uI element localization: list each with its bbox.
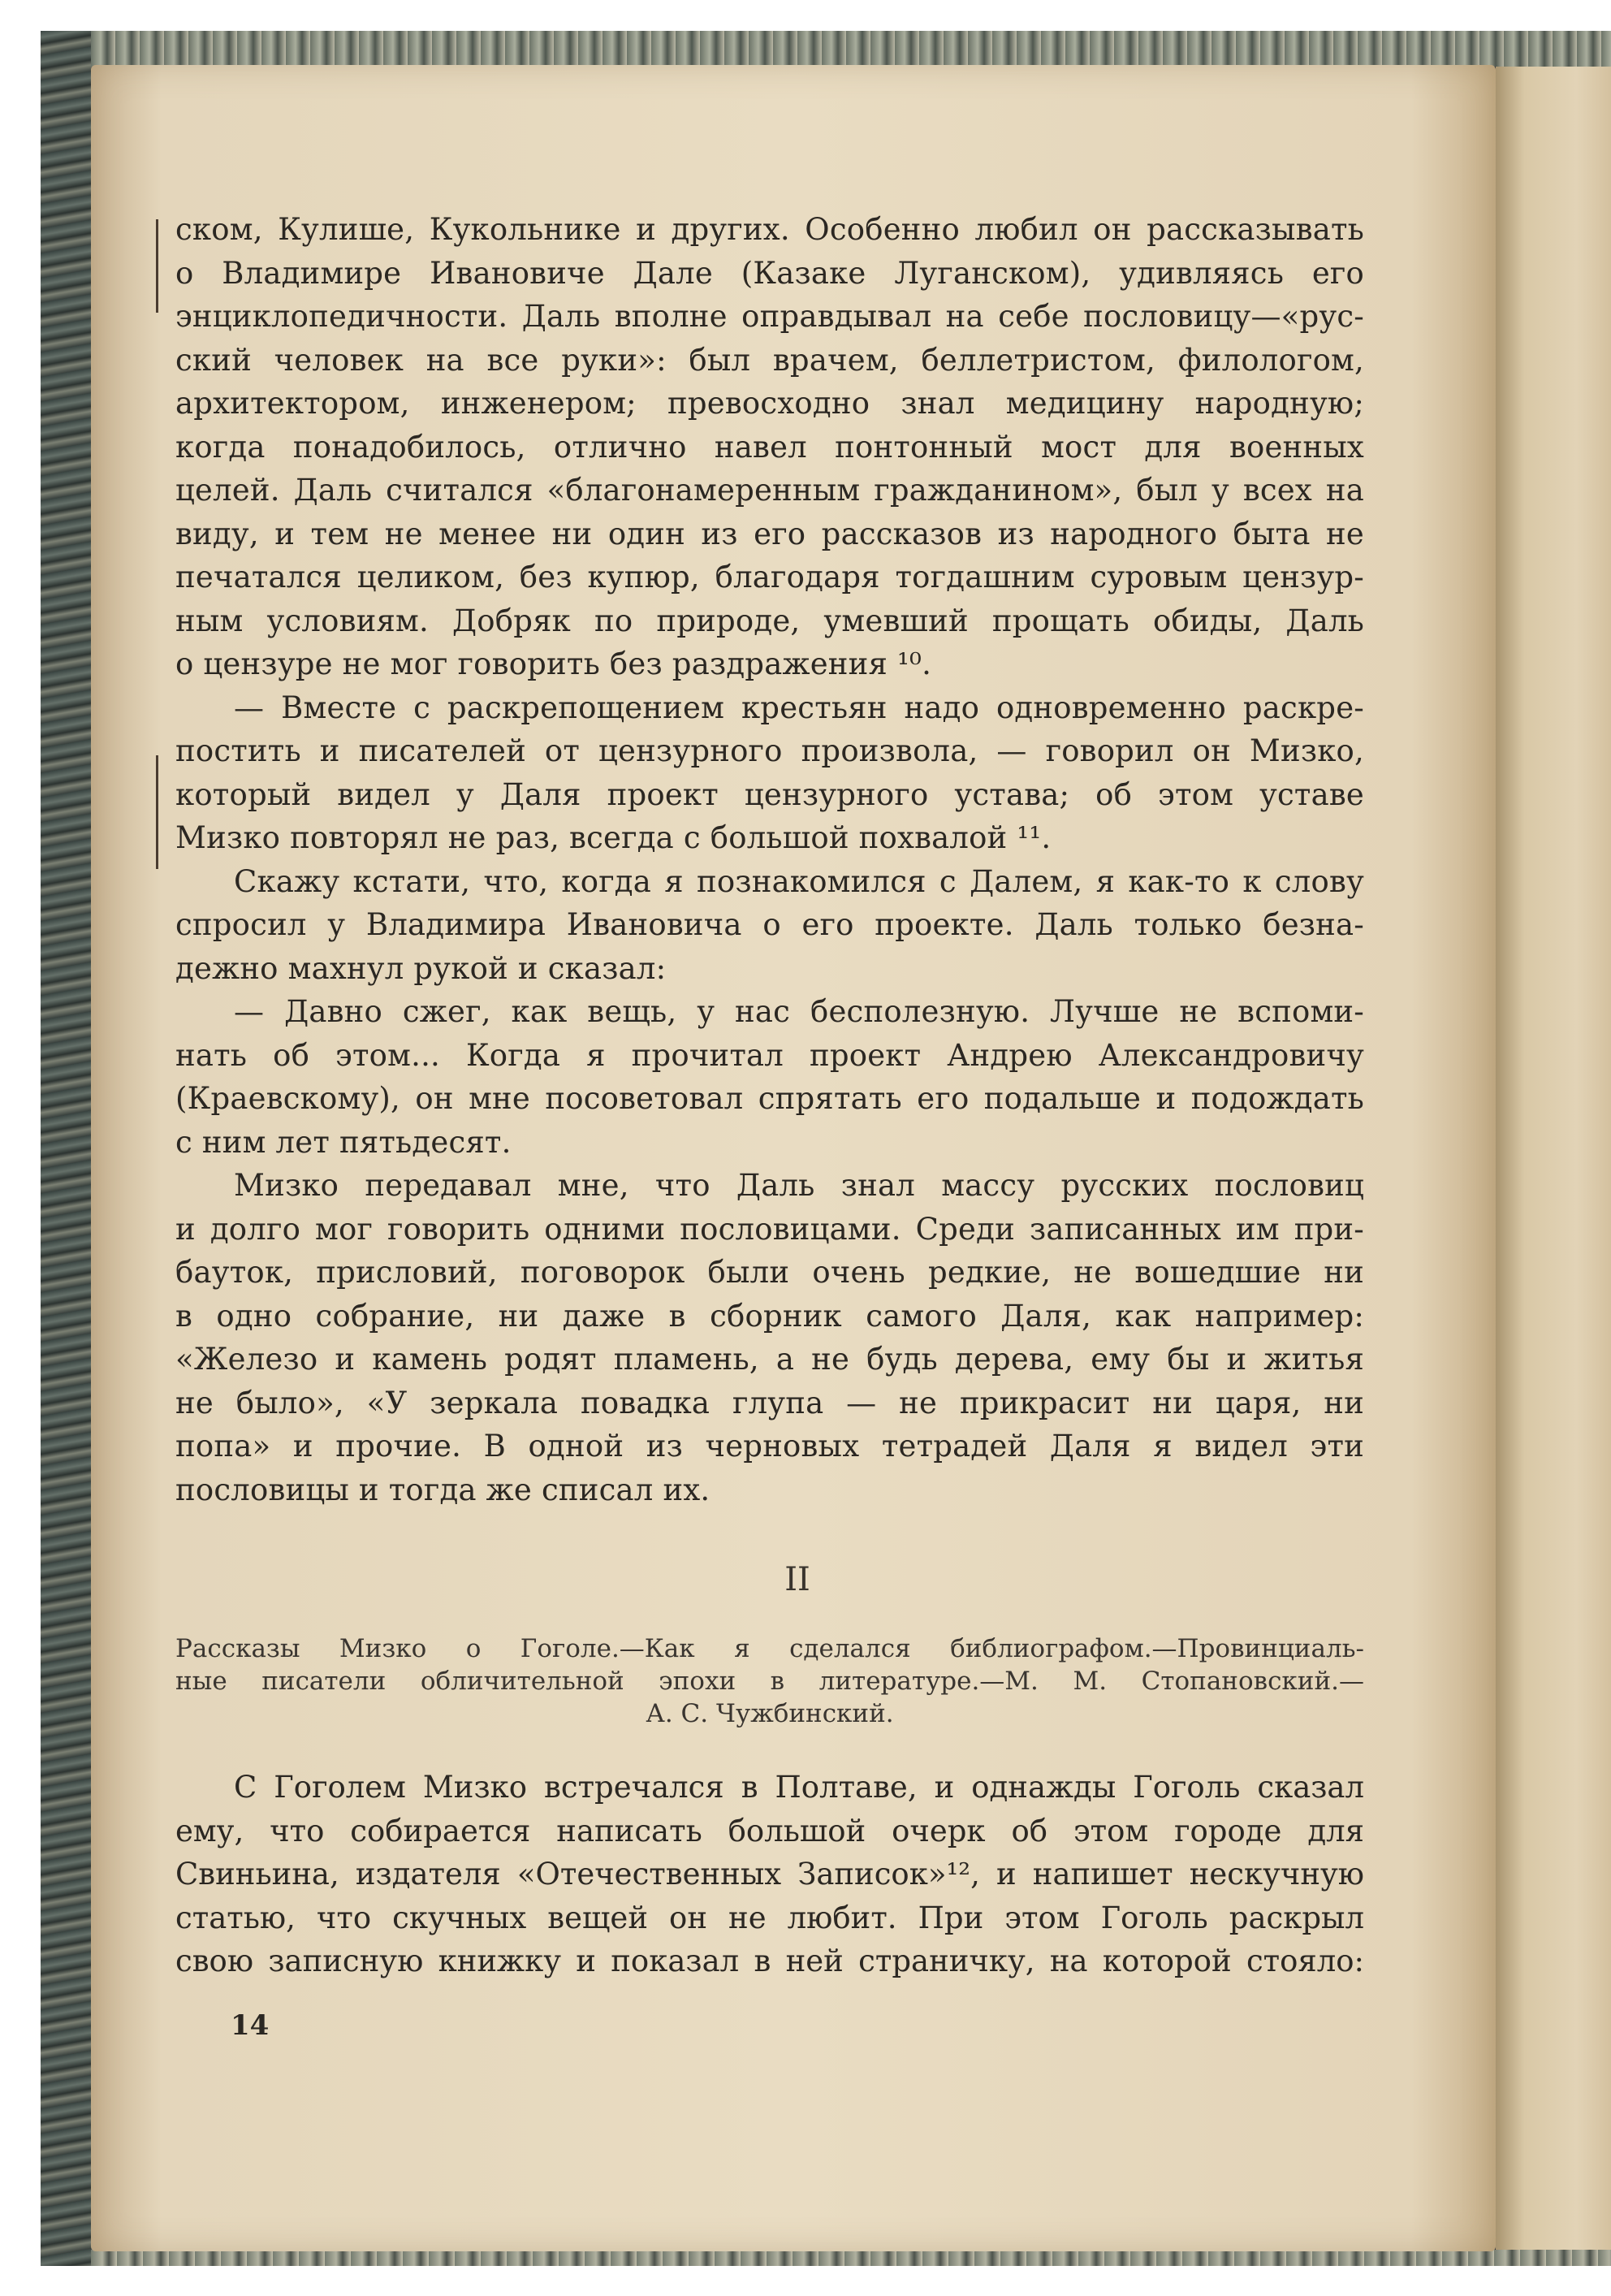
text-line: свою записную книжку и показал в ней страничку, на которой стояло: bbox=[175, 1944, 1364, 1978]
text-line: бауток, присловий, поговорок были очень редкие, не вошедшие ни bbox=[175, 1255, 1364, 1290]
text-line: дежно махнул рукой и сказал: bbox=[175, 950, 667, 986]
bottom-binding bbox=[91, 2250, 1611, 2266]
top-binding bbox=[91, 31, 1611, 67]
text-line: статью, что скучных вещей он не любит. При этом Гоголь раскрыл bbox=[175, 1900, 1364, 1935]
summary-line: А. С. Чужбинский. bbox=[646, 1699, 894, 1728]
text-line: виду, и тем не менее ни один из его рассказов из народного быта не bbox=[175, 516, 1364, 551]
text-line: о Владимире Ивановиче Дале (Казаке Луганском), удивляясь его bbox=[175, 255, 1364, 291]
summary-line: Рассказы Мизко о Гоголе.—Как я сделался библиографом.—Провинциаль- bbox=[175, 1634, 1364, 1663]
paragraph bbox=[175, 686, 1364, 860]
text-line: Мизко передавал мне, что Даль знал массу русских пословиц bbox=[234, 1168, 1364, 1203]
section-body bbox=[175, 1766, 1364, 1983]
page-body bbox=[175, 208, 1364, 1511]
text-line: печатался целиком, без купюр, благодаря тогдашним суровым цензур- bbox=[175, 560, 1364, 595]
text-line: спросил у Владимира Ивановича о его проекте. Даль только безна- bbox=[175, 907, 1364, 942]
text-line: когда понадобилось, отлично навел понтонный мост для военных bbox=[175, 429, 1364, 465]
text-line: — Давно сжег, как вещь, у нас бесполезную. Лучше не вспоми- bbox=[234, 994, 1364, 1029]
next-page-edge bbox=[1496, 57, 1611, 2259]
text-line: который видел у Даля проект цензурного устава; об этом уставе bbox=[175, 776, 1364, 812]
text-line: ский человек на все руки»: был врачем, беллетристом, филологом, bbox=[175, 342, 1364, 378]
section-summary bbox=[175, 1632, 1364, 1730]
text-line: (Краевскому), он мне посоветовал спрятать его подальше и подождать bbox=[175, 1081, 1364, 1116]
text-line: архитектором, инженером; превосходно знал медицину народную; bbox=[175, 386, 1364, 421]
text-line: ском, Кулише, Кукольнике и других. Особенно любил он рассказывать bbox=[175, 212, 1364, 247]
text-line: Скажу кстати, что, когда я познакомился с Далем, я как-то к слову bbox=[234, 863, 1364, 899]
text-line: целей. Даль считался «благонамеренным гражданином», был у всех на bbox=[175, 473, 1364, 508]
text-line: Мизко повторял не раз, всегда с большой похвалой ¹¹. bbox=[175, 820, 1052, 855]
paragraph bbox=[175, 860, 1364, 991]
text-line: ему, что собирается написать большой очерк об этом городе для bbox=[175, 1813, 1364, 1848]
text-line: энциклопедичности. Даль вполне оправдывал на себе пословицу—«рус- bbox=[175, 299, 1364, 334]
text-line: не было», «У зеркала повадка глупа — не прикрасит ни царя, ни bbox=[175, 1385, 1364, 1420]
paragraph bbox=[175, 1164, 1364, 1511]
text-line: нать об этом... Когда я прочитал проект Андрею Александровичу bbox=[175, 1037, 1364, 1073]
margin-mark bbox=[156, 755, 158, 869]
margin-mark bbox=[156, 219, 158, 313]
text-line: Свиньина, издателя «Отечественных Записок»¹², и напишет нескучную bbox=[175, 1857, 1364, 1892]
text-line: С Гоголем Мизко встречался в Полтаве, и однажды Гоголь сказал bbox=[234, 1770, 1364, 1805]
text-line: с ним лет пятьдесят. bbox=[175, 1124, 512, 1160]
text-line: постить и писателей от цензурного произвола, — говорил он Мизко, bbox=[175, 733, 1364, 768]
summary-line: ные писатели обличительной эпохи в литературе.—М. М. Стопановский.— bbox=[175, 1667, 1364, 1696]
paragraph bbox=[175, 208, 1364, 686]
text-line: «Железо и камень родят пламень, а не будь дерева, ему бы и житья bbox=[175, 1342, 1364, 1377]
text-line: и долго мог говорить одними пословицами. Среди записанных им при- bbox=[175, 1211, 1364, 1247]
section-number: II bbox=[784, 1561, 810, 1598]
text-line: о цензуре не мог говорить без раздражения ¹⁰. bbox=[175, 646, 932, 681]
paragraph bbox=[175, 990, 1364, 1164]
page-number: 14 bbox=[231, 2009, 270, 2042]
text-line: в одно собрание, ни даже в сборник самого Даля, как например: bbox=[175, 1298, 1364, 1334]
text-line: попа» и прочие. В одной из черновых тетрадей Даля я видел эти bbox=[175, 1429, 1364, 1464]
text-line: — Вместе с раскрепощением крестьян надо одновременно раскре- bbox=[234, 690, 1364, 725]
text-line: пословицы и тогда же списал их. bbox=[175, 1472, 710, 1507]
text-line: ным условиям. Добряк по природе, умевший прощать обиды, Даль bbox=[175, 603, 1364, 638]
